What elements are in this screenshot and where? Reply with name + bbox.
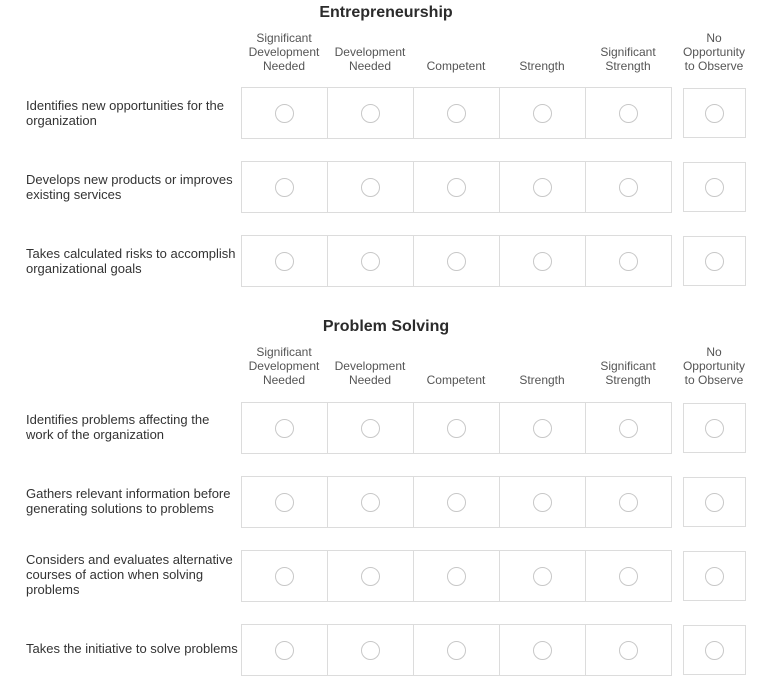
radio-button[interactable]: [447, 104, 466, 123]
rating-cell: [500, 477, 586, 527]
row-label: Takes the initiative to solve problems: [26, 641, 238, 656]
column-header: Strength: [519, 373, 565, 387]
rating-cell: [586, 477, 671, 527]
rating-cell: [414, 477, 500, 527]
na-cell: [683, 403, 746, 453]
na-cell: [683, 162, 746, 212]
rating-cell: [242, 162, 328, 212]
row-label: Gathers relevant information before generating solutions to problems: [26, 486, 231, 516]
rating-cell: [414, 625, 500, 675]
column-header: Significant Strength: [600, 359, 656, 387]
radio-button[interactable]: [275, 567, 294, 586]
rating-cell: [586, 625, 671, 675]
radio-button[interactable]: [533, 641, 552, 660]
row-label: Considers and evaluates alternative courses of action when solving problems: [26, 552, 233, 597]
radio-button[interactable]: [447, 178, 466, 197]
rating-cell: [586, 403, 671, 453]
radio-button-na[interactable]: [705, 419, 724, 438]
radio-button-na[interactable]: [705, 104, 724, 123]
rating-cell: [242, 403, 328, 453]
radio-button[interactable]: [275, 641, 294, 660]
column-header: Competent: [426, 373, 486, 387]
section-entrepreneurship: [0, 4, 772, 294]
rating-cell: [328, 625, 414, 675]
column-header-na: No Opportunity to Observe: [682, 31, 746, 73]
rating-cell: [586, 88, 671, 138]
na-cell: [683, 88, 746, 138]
na-cell: [683, 477, 746, 527]
section-problem-solving: [0, 318, 772, 690]
rating-cell: [586, 162, 671, 212]
radio-button[interactable]: [275, 252, 294, 271]
rating-row: [241, 235, 672, 287]
section-title: Entrepreneurship: [319, 4, 453, 21]
rating-cell: [414, 236, 500, 286]
radio-button[interactable]: [619, 419, 638, 438]
rating-cell: [242, 477, 328, 527]
rating-cell: [328, 162, 414, 212]
column-header: Competent: [426, 59, 486, 73]
column-header: Development Needed: [334, 359, 406, 387]
rating-cell: [242, 236, 328, 286]
radio-button-na[interactable]: [705, 252, 724, 271]
rating-cell: [414, 88, 500, 138]
radio-button[interactable]: [619, 104, 638, 123]
na-cell: [683, 551, 746, 601]
rating-cell: [500, 625, 586, 675]
rating-cell: [500, 236, 586, 286]
radio-button[interactable]: [361, 178, 380, 197]
radio-button[interactable]: [275, 493, 294, 512]
rating-cell: [328, 551, 414, 601]
rating-cell: [328, 88, 414, 138]
column-header: Significant Strength: [600, 45, 656, 73]
radio-button[interactable]: [533, 419, 552, 438]
column-header: Development Needed: [334, 45, 406, 73]
rating-row: [241, 624, 672, 676]
radio-button[interactable]: [619, 641, 638, 660]
rating-row: [241, 87, 672, 139]
rating-cell: [586, 551, 671, 601]
rating-row: [241, 161, 672, 213]
radio-button[interactable]: [619, 567, 638, 586]
rating-cell: [242, 551, 328, 601]
na-cell: [683, 625, 746, 675]
radio-button[interactable]: [275, 419, 294, 438]
rating-row: [241, 402, 672, 454]
rating-cell: [414, 162, 500, 212]
radio-button-na[interactable]: [705, 567, 724, 586]
radio-button-na[interactable]: [705, 178, 724, 197]
radio-button[interactable]: [533, 493, 552, 512]
radio-button[interactable]: [275, 178, 294, 197]
rating-row: [241, 550, 672, 602]
radio-button-na[interactable]: [705, 641, 724, 660]
radio-button[interactable]: [275, 104, 294, 123]
radio-button[interactable]: [447, 641, 466, 660]
radio-button[interactable]: [447, 567, 466, 586]
rating-cell: [500, 88, 586, 138]
column-header: Significant Development Needed: [248, 345, 320, 387]
rating-cell: [242, 625, 328, 675]
rating-cell: [586, 236, 671, 286]
radio-button[interactable]: [533, 252, 552, 271]
radio-button[interactable]: [619, 493, 638, 512]
column-header-na: No Opportunity to Observe: [682, 345, 746, 387]
radio-button[interactable]: [533, 178, 552, 197]
row-label: Develops new products or improves existing services: [26, 172, 233, 202]
rating-cell: [414, 551, 500, 601]
radio-button[interactable]: [619, 252, 638, 271]
radio-button[interactable]: [361, 419, 380, 438]
radio-button[interactable]: [447, 419, 466, 438]
rating-cell: [414, 403, 500, 453]
radio-button[interactable]: [361, 493, 380, 512]
radio-button[interactable]: [619, 178, 638, 197]
column-header: Significant Development Needed: [248, 31, 320, 73]
row-label: Takes calculated risks to accomplish organizational goals: [26, 246, 236, 276]
row-label: Identifies problems affecting the work of the organization: [26, 412, 210, 442]
radio-button[interactable]: [361, 641, 380, 660]
na-cell: [683, 236, 746, 286]
radio-button[interactable]: [533, 104, 552, 123]
rating-cell: [500, 162, 586, 212]
rating-row: [241, 476, 672, 528]
rating-cell: [328, 403, 414, 453]
radio-button[interactable]: [361, 567, 380, 586]
rating-cell: [500, 403, 586, 453]
radio-button[interactable]: [361, 252, 380, 271]
radio-button[interactable]: [533, 567, 552, 586]
section-title: Problem Solving: [322, 318, 450, 335]
rating-cell: [242, 88, 328, 138]
radio-button[interactable]: [447, 493, 466, 512]
radio-button[interactable]: [361, 104, 380, 123]
row-label: Identifies new opportunities for the organization: [26, 98, 225, 128]
column-header: Strength: [519, 59, 565, 73]
rating-cell: [328, 236, 414, 286]
radio-button[interactable]: [447, 252, 466, 271]
rating-cell: [328, 477, 414, 527]
rating-cell: [500, 551, 586, 601]
radio-button-na[interactable]: [705, 493, 724, 512]
